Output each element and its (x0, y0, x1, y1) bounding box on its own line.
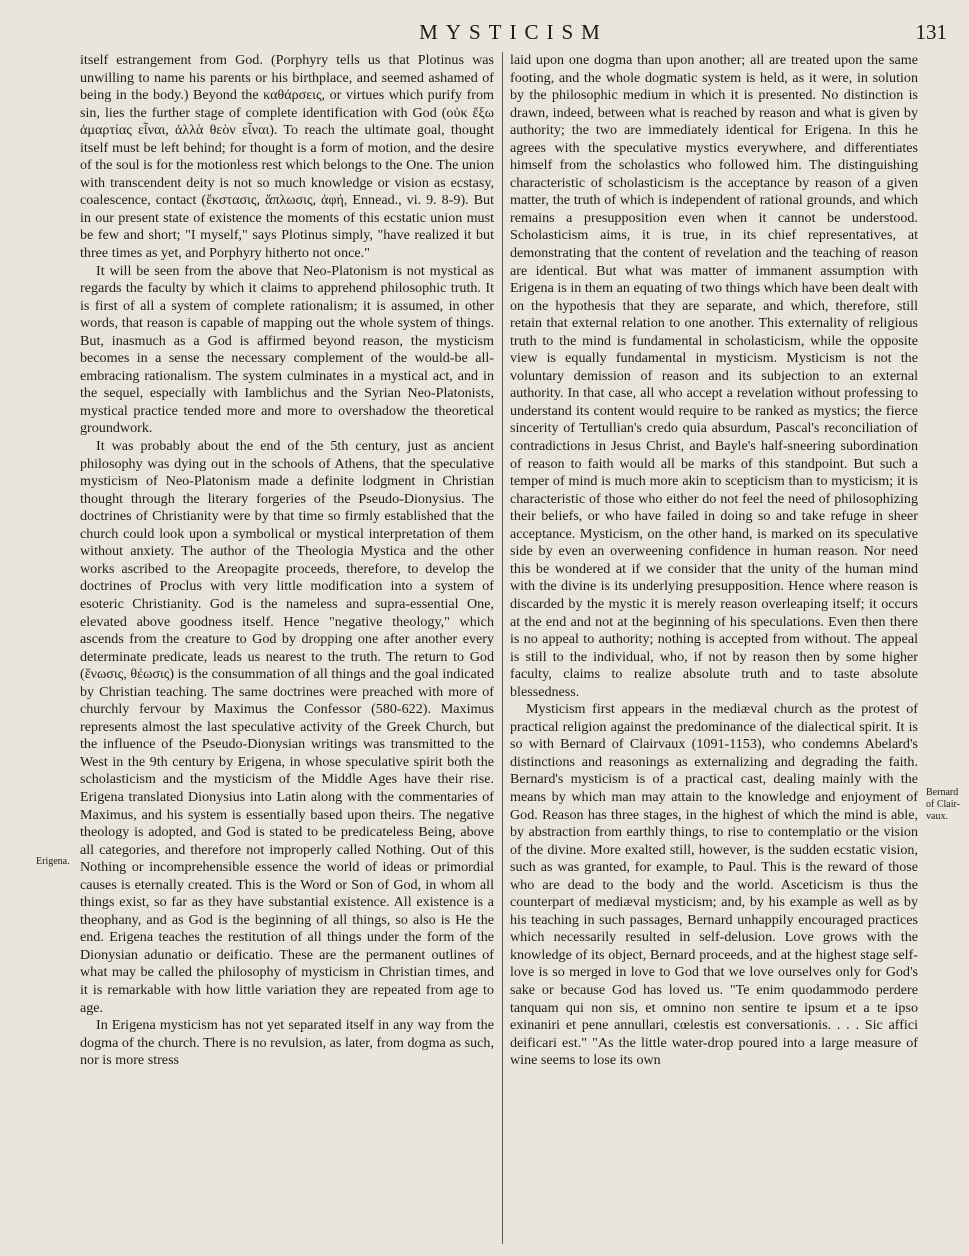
paragraph: laid upon one dogma than upon another; all are treated upon the same footing, and the whole dogmatic system is held, as it were, in solution by the philosophic medium in which it is presented. No distinction is drawn, indeed, between what is reached by reason and what is given by authority; the two are immediately identical for Erigena. In this he agrees with the speculative mystics everywhere, and differentiates himself from the scholastics who followed him. The distinguishing characteristic of scholasticism is the acceptance by reason of a given matter, the truth of which is independent of rational grounds, and which remains a presupposition even when it cannot be understood. Scholasticism aims, it is true, in its chief representatives, at demonstrating that the content of revelation and the teaching of reason are identical. But what was matter of immanent assumption with Erigena is in them an equating of two things which have been dealt with on the hypothesis that they are separate, and which, therefore, still retain that external relation to one another. This externality of religious truth to the mind is fundamental in scholasticism, while the opposite view is equally fundamental in mysticism. Mysticism is not the voluntary demission of reason and its subjection to an external authority. In that case, all who accept a revelation without professing to understand its content would require to be ranked as mystics; the fierce sincerity of Tertullian's credo quia absurdum, Pascal's reconciliation of contradictions in Jesus Christ, and Bayle's half-sneering subordination of reason to faith would all be marks of this standpoint. But such a temper of mind is much more akin to scepticism than to mysticism; it is characteristic of those who either do not feel the need of philosophizing their beliefs, or who have failed in doing so and take refuge in sheer acceptance. Mysticism, on the other hand, is marked on its speculative side by even an overweening confidence in human reason. Nor need this be wondered at if we consider that the unity of the human mind with the divine is its underlying presupposition. Hence where reason is discarded by the mystic it is merely reason overleaping itself; it occurs at the end and not at the beginning of his speculations. Even then there is no appeal to authority; nothing is accepted from without. The appeal is still to the individual, who, if not by reason then by some higher faculty, claims to realize absolute truth and to taste absolute blessedness. (510, 52, 918, 700)
paragraph: It will be seen from the above that Neo-Platonism is not mystical as regards the faculty by which it claims to apprehend philosophic truth. It is first of all a system of complete rationalism; it is assumed, in other words, that reason is capable of mapping out the whole system of things. But, inasmuch as a God is affirmed beyond reason, the mysticism becomes in a sense the necessary complement of the would-be all-embracing rationalism. The system culminates in a mystical act, and in the sequel, especially with Iamblichus and the Syrian Neo-Platonists, mystical practice tended more and more to overshadow the theoretical groundwork. (80, 262, 494, 437)
margin-note-line: Bernard (926, 787, 959, 798)
margin-note-erigena: Erigena. (36, 856, 70, 867)
right-column (510, 52, 918, 1248)
page-header (80, 20, 947, 50)
margin-note-bernard (926, 787, 969, 823)
left-column (80, 52, 494, 1248)
margin-note-line: of Clair- (926, 799, 960, 810)
paragraph: It was probably about the end of the 5th century, just as ancient philosophy was dying out in the schools of Athens, that the speculative mysticism of Neo-Platonism made a definite lodgment in Christian thought through the literary forgeries of the Pseudo-Dionysius. The doctrines of Christianity were by that time so firmly established that the church could look upon a symbolical or mystical interpretation of them without anxiety. The author of the Theologia Mystica and the other works ascribed to the Areopagite proceeds, therefore, to develop the doctrines of Proclus with very little modification into a system of esoteric Christianity. God is the nameless and supra-essential One, elevated above goodness itself. Hence "negative theology," which ascends from the creature to God by dropping one after another every determinate predicate, leads us nearest to the truth. The return to God (ἕνωσις, θέωσις) is the consummation of all things and the goal indicated by Christian teaching. The same doctrines were preached with more of churchly fervour by Maximus the Confessor (580-622). Maximus represents almost the last speculative activity of the Greek Church, but the influence of the Pseudo-Dionysian writings was transmitted to the West in the 9th century by Erigena, in whose speculative spirit both the scholasticism and the mysticism of the Middle Ages have their rise. Erigena translated Dionysius into Latin along with the commentaries of Maximus, and his system is essentially based upon theirs. The negative theology is adopted, and God is stated to be predicateless Being, above all categories, and therefore not improperly called Nothing. Out of this Nothing or incomprehensible essence the world of ideas or primordial causes is eternally created. This is the Word or Son of God, in whom all things exist, so far as they have substantial existence. All existence is a theophany, and as God is the beginning of all things, so also is He the end. Erigena teaches the restitution of all things under the form of the Dionysian adunatio or deificatio. These are the permanent outlines of what may be called the philosophy of mysticism in Christian times, and it is remarkable with how little variation they are repeated from age to age. (80, 438, 494, 1016)
paragraph: In Erigena mysticism has not yet separated itself in any way from the dogma of the church. There is no revulsion, as later, from dogma as such, nor is more stress (80, 1017, 494, 1069)
running-title: MYSTICISM (419, 20, 608, 44)
margin-note-line: vaux. (926, 811, 948, 822)
paragraph: itself estrangement from God. (Porphyry tells us that Plotinus was unwilling to name his parents or his birthplace, and seemed ashamed of being in the body.) Beyond the καθάρσεις, or virtues which purify from sin, lies the further stage of complete identification with God (οὐκ ἔξω ἁμαρτίας εἶναι, ἀλλὰ θεὸν εἶναι). To reach the ultimate goal, thought itself must be left behind; for thought is a form of motion, and the desire of the soul is for the motionless rest which belongs to the One. The union with transcendent deity is not so much knowledge or vision as ecstasy, coalescence, contact (ἔκστασις, ἅπλωσις, ἀφή, Ennead., vi. 9. 8-9). But in our present state of existence the moments of this ecstatic union must be few and short; "I myself," says Plotinus simply, "have realized it but three times as yet, and Porphyry hitherto not once." (80, 52, 494, 262)
paragraph: Mysticism first appears in the mediæval church as the protest of practical religion against the predominance of the dialectical spirit. It is so with Bernard of Clairvaux (1091-1153), who condemns Abelard's distinctions and reasonings as externalizing and degrading the faith. Bernard's mysticism is of a practical cast, dealing mainly with the means by which man may attain to the knowledge and enjoyment of God. Reason has three stages, in the highest of which the mind is able, by abstraction from earthly things, to rise to contemplatio or the vision of the divine. More exalted still, however, is the sudden ecstatic vision, such as was granted, for example, to Paul. This is the reward of those who are dead to the body and the world. Asceticism is thus the counterpart of mediæval mysticism; and, by his example as well as by his teaching in such passages, Bernard unhappily encouraged practices which necessarily resulted in self-delusion. Love grows with the knowledge of its object, Bernard proceeds, and at the highest stage self-love is so merged in love to God that we love ourselves only for God's sake or because God has loved us. "Te enim quodammodo perdere tanquam qui non sis, et omnino non sentire te ipsum et a te ipso exinaniri et pene annullari, cœlestis est conversationis. . . . Sic affici deificari est." "As the little water-drop poured into a large measure of wine seems to lose its own (510, 701, 918, 1069)
page-number: 131 (915, 20, 947, 44)
column-divider (502, 52, 503, 1244)
